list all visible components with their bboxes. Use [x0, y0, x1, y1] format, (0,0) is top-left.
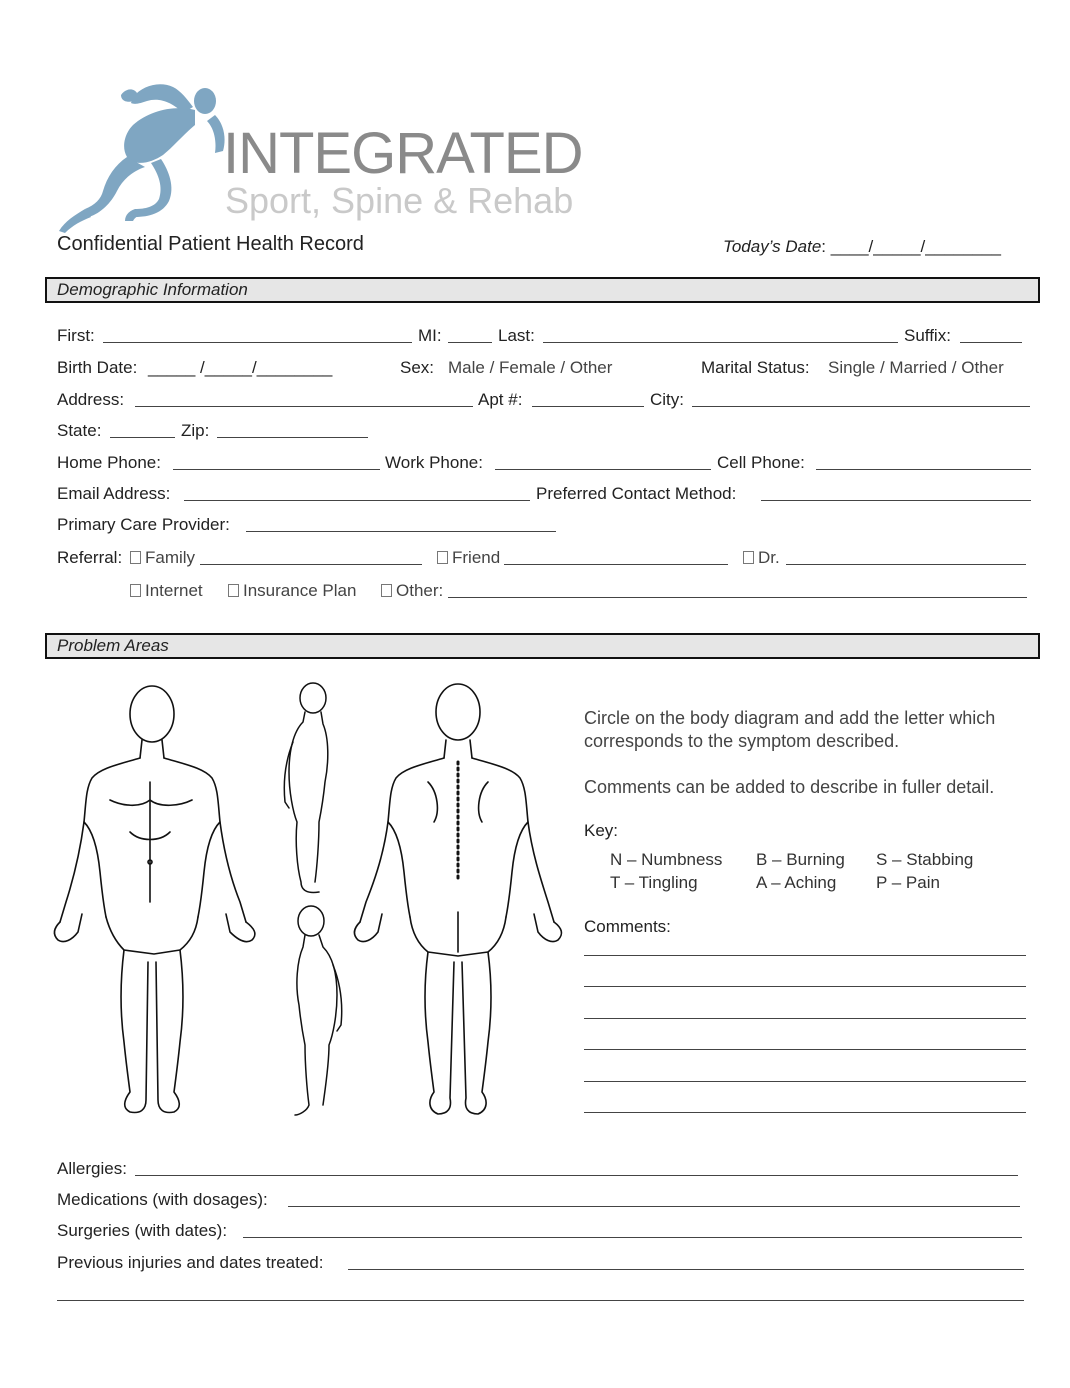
allergies-field[interactable]: [135, 1175, 1018, 1176]
internet-checkbox[interactable]: [130, 584, 141, 597]
key-column-1: [610, 848, 722, 894]
mi-label: MI:: [418, 326, 442, 345]
work-phone-label: Work Phone:: [385, 453, 483, 472]
pcp-field[interactable]: [246, 531, 556, 532]
form-title: Confidential Patient Health Record: [57, 233, 364, 255]
apt-label: Apt #:: [478, 390, 523, 409]
birth-date-field[interactable]: _____ /_____/________: [148, 358, 333, 377]
comments-line[interactable]: [584, 1049, 1026, 1050]
problem-areas-section-header: Problem Areas: [45, 633, 1040, 659]
state-field[interactable]: [110, 437, 175, 438]
logo-name: INTEGRATED: [223, 121, 583, 186]
key-column-2: [756, 848, 845, 894]
runner-figure-icon: [55, 75, 230, 235]
todays-date-blank[interactable]: : ____/_____/________: [821, 237, 1001, 256]
internet-label: Internet: [145, 581, 203, 600]
injuries-field[interactable]: [348, 1269, 1024, 1270]
surgeries-field[interactable]: [243, 1237, 1022, 1238]
home-phone-field[interactable]: [173, 469, 380, 470]
dr-field[interactable]: [786, 564, 1026, 565]
birth-date-label: Birth Date:: [57, 358, 138, 377]
friend-checkbox[interactable]: [437, 551, 448, 564]
friend-field[interactable]: [504, 564, 728, 565]
zip-label: Zip:: [181, 421, 210, 440]
dr-label: Dr.: [758, 548, 780, 567]
state-label: State:: [57, 421, 102, 440]
referral-family[interactable]: [130, 548, 195, 568]
body-diagram-back-icon: [348, 682, 568, 1127]
logo: [55, 75, 583, 235]
email-field[interactable]: [184, 500, 530, 501]
key-tingling: T – Tingling: [610, 873, 698, 892]
body-diagram-side-upper-icon: [275, 682, 345, 897]
comments-line[interactable]: [584, 1081, 1026, 1082]
key-stabbing: S – Stabbing: [876, 850, 974, 869]
body-diagram-side-lower-icon: [285, 905, 355, 1120]
todays-date-label: Today’s Date: [723, 237, 822, 256]
last-name-field[interactable]: [543, 342, 898, 343]
suffix-label: Suffix:: [904, 326, 951, 345]
insurance-label: Insurance Plan: [243, 581, 357, 600]
suffix-field[interactable]: [960, 342, 1022, 343]
surgeries-label: Surgeries (with dates):: [57, 1221, 228, 1240]
apt-field[interactable]: [532, 406, 644, 407]
mi-field[interactable]: [448, 342, 492, 343]
referral-label: Referral:: [57, 548, 123, 567]
dr-checkbox[interactable]: [743, 551, 754, 564]
email-label: Email Address:: [57, 484, 171, 503]
insurance-checkbox[interactable]: [228, 584, 239, 597]
pcp-label: Primary Care Provider:: [57, 515, 230, 534]
comments-line[interactable]: [584, 955, 1026, 956]
allergies-label: Allergies:: [57, 1159, 127, 1178]
injuries-extra-line[interactable]: [57, 1300, 1024, 1301]
marital-status-options[interactable]: Single / Married / Other: [828, 358, 1004, 377]
key-aching: A – Aching: [756, 873, 837, 892]
cell-phone-field[interactable]: [816, 469, 1031, 470]
demographic-section-header: Demographic Information: [45, 277, 1040, 303]
body-diagram-front-icon: [50, 682, 270, 1127]
problem-instruction: Circle on the body diagram and add the letter which corresponds to the symptom described.: [584, 708, 996, 751]
last-label: Last:: [498, 326, 535, 345]
medications-field[interactable]: [288, 1206, 1020, 1207]
comments-line[interactable]: [584, 1018, 1026, 1019]
first-name-field[interactable]: [103, 342, 412, 343]
friend-label: Friend: [452, 548, 501, 567]
family-label: Family: [145, 548, 196, 567]
family-field[interactable]: [200, 564, 422, 565]
sex-label: Sex:: [400, 358, 435, 377]
other-label: Other:: [396, 581, 444, 600]
marital-status-label: Marital Status:: [701, 358, 810, 377]
key-pain: P – Pain: [876, 873, 940, 892]
comments-note: Comments can be added to describe in fuller detail.: [584, 777, 995, 797]
key-label: Key:: [584, 821, 619, 840]
family-checkbox[interactable]: [130, 551, 141, 564]
work-phone-field[interactable]: [495, 469, 711, 470]
todays-date: [723, 237, 1001, 257]
comments-line[interactable]: [584, 986, 1026, 987]
cell-phone-label: Cell Phone:: [717, 453, 805, 472]
key-burning: B – Burning: [756, 850, 845, 869]
medications-label: Medications (with dosages):: [57, 1190, 268, 1209]
preferred-contact-field[interactable]: [761, 500, 1031, 501]
city-label: City:: [650, 390, 684, 409]
referral-dr[interactable]: [743, 548, 780, 568]
key-numbness: N – Numbness: [610, 850, 723, 869]
referral-friend[interactable]: [437, 548, 500, 568]
other-checkbox[interactable]: [381, 584, 392, 597]
logo-tagline: Sport, Spine & Rehab: [225, 180, 574, 221]
comments-line[interactable]: [584, 1112, 1026, 1113]
referral-insurance[interactable]: [228, 581, 356, 601]
referral-other[interactable]: [381, 581, 443, 601]
preferred-contact-label: Preferred Contact Method:: [536, 484, 737, 503]
home-phone-label: Home Phone:: [57, 453, 161, 472]
sex-options[interactable]: Male / Female / Other: [448, 358, 613, 377]
first-label: First:: [57, 326, 95, 345]
address-label: Address:: [57, 390, 125, 409]
zip-field[interactable]: [217, 437, 368, 438]
referral-internet[interactable]: [130, 581, 203, 601]
other-field[interactable]: [448, 597, 1027, 598]
address-field[interactable]: [135, 406, 473, 407]
injuries-label: Previous injuries and dates treated:: [57, 1253, 324, 1272]
city-field[interactable]: [692, 406, 1030, 407]
key-column-3: [876, 848, 973, 894]
comments-label: Comments:: [584, 917, 671, 936]
